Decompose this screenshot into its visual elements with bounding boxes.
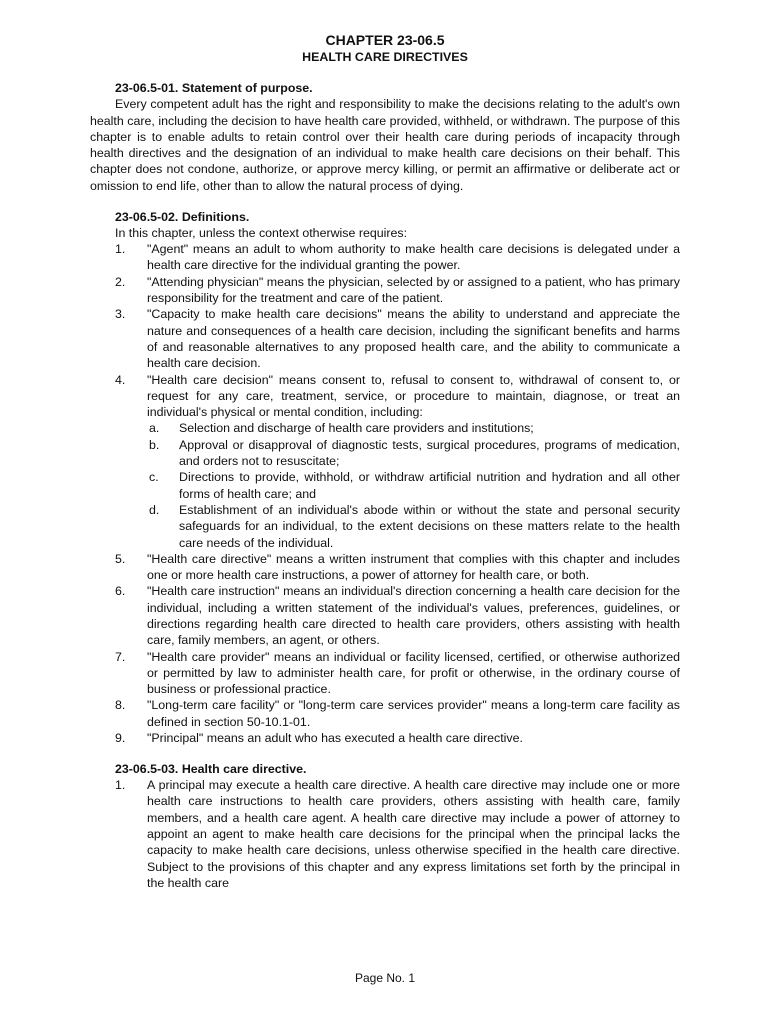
item-number: 9. bbox=[115, 731, 126, 746]
list-item bbox=[90, 777, 680, 891]
item-number: 1. bbox=[115, 778, 126, 793]
section-definitions bbox=[90, 209, 680, 747]
list-item bbox=[90, 274, 680, 307]
item-number: 5. bbox=[115, 551, 126, 566]
item-text: Establishment of an individual's abode within or without the state and personal security safeguards for an individual, to the extent decisions on these matters relate to the health care needs of the individual. bbox=[179, 502, 680, 550]
list-item bbox=[90, 372, 680, 551]
list-item bbox=[90, 649, 680, 698]
item-text: "Long-term care facility" or "long-term care services provider" means a long-term care facility as defined in section 50-10.1-01. bbox=[147, 698, 680, 729]
item-number: 2. bbox=[115, 274, 126, 289]
chapter-subtitle: HEALTH CARE DIRECTIVES bbox=[302, 50, 468, 64]
item-text: "Agent" means an adult to whom authority to make health care decisions is delegated under a health care directive for the individual granting the power. bbox=[147, 242, 680, 273]
item-text: "Health care provider" means an individual or facility licensed, certified, or otherwise authorized or permitted by law to administer health care, for profit or otherwise, in the ordinary course of business or professional practice. bbox=[147, 649, 680, 697]
page-number: Page No. 1 bbox=[354, 971, 416, 985]
item-number: 6. bbox=[115, 584, 126, 599]
list-item bbox=[90, 730, 680, 746]
item-text: "Health care instruction" means an individual's direction concerning a health care decision for the individual, including a written statement of the individual's values, preferences, guidelines, or directions regarding health care directed to health care providers, others assisting with health care, family members, an agent, or others. bbox=[147, 584, 680, 648]
sub-list-item bbox=[147, 502, 680, 551]
sub-list-item bbox=[147, 420, 680, 436]
sub-list bbox=[147, 420, 680, 550]
section-heading: 23-06.5-01. Statement of purpose. bbox=[115, 81, 313, 95]
chapter-title: CHAPTER 23-06.5 bbox=[325, 32, 445, 48]
item-letter: a. bbox=[149, 421, 160, 436]
item-text: "Health care directive" means a written instrument that complies with this chapter and includes one or more health care instructions, a power of attorney for health care, or both. bbox=[147, 551, 680, 583]
item-letter: b. bbox=[149, 437, 160, 452]
item-text: Approval or disapproval of diagnostic tests, surgical procedures, programs of medication, and orders not to resuscitate; bbox=[179, 437, 680, 469]
directive-list bbox=[90, 777, 680, 891]
sub-list-item bbox=[147, 437, 680, 470]
item-text: "Capacity to make health care decisions" means the ability to understand and appreciate the nature and consequences of a health care decision, including the significant benefits and harms of and reasonable alternatives to any proposed health care, and the ability to communicate a health care decision. bbox=[147, 307, 680, 371]
list-item bbox=[90, 241, 680, 274]
item-number: 1. bbox=[115, 242, 126, 257]
section-paragraph: Every competent adult has the right and responsibility to make the decisions relating to the adult's own health care, including the decision to have health care provided, withheld, or withdrawn. The purpose of this chapter is to enable adults to retain control over their health care during periods of incapacity through health directives and the designation of an individual to make health care decisions on their behalf. This chapter does not condone, authorize, or approve mercy killing, or permit an affirmative or deliberate act or omission to end life, other than to allow the natural process of dying. bbox=[90, 97, 680, 193]
item-number: 3. bbox=[115, 307, 126, 322]
list-item bbox=[90, 697, 680, 730]
item-text: A principal may execute a health care directive. A health care directive may include one or more health care instructions to health care providers, others assisting with health care, family members, and a health care agent. A health care directive may include a power of attorney to appoint an agent to make health care decisions for the principal when the principal lacks the capacity to make health care decisions, unless otherwise specified in the health care directive. Subject to the provisions of this chapter and any express limitations set forth by the principal in the health care bbox=[147, 778, 680, 890]
section-intro: In this chapter, unless the context otherwise requires: bbox=[115, 225, 408, 240]
document-page bbox=[90, 32, 680, 906]
section-health-care-directive bbox=[90, 761, 680, 891]
list-item bbox=[90, 306, 680, 371]
definitions-list bbox=[90, 241, 680, 746]
item-text: Directions to provide, withhold, or withdraw artificial nutrition and hydration and all other forms of health care; and bbox=[179, 470, 680, 501]
list-item bbox=[90, 551, 680, 584]
section-heading: 23-06.5-02. Definitions. bbox=[115, 209, 250, 224]
section-heading: 23-06.5-03. Health care directive. bbox=[115, 761, 307, 776]
item-text: "Health care decision" means consent to, refusal to consent to, withdrawal of consent to, or request for any care, treatment, service, or procedure to maintain, diagnose, or treat an individual's physical or mental condition, including: bbox=[147, 372, 680, 420]
item-letter: c. bbox=[149, 470, 159, 485]
item-text: "Principal" means an adult who has executed a health care directive. bbox=[147, 731, 523, 746]
item-text: "Attending physician" means the physician, selected by or assigned to a patient, who has primary responsibility for the treatment and care of the patient. bbox=[147, 274, 680, 306]
section-statement-of-purpose bbox=[90, 80, 680, 194]
list-item bbox=[90, 583, 680, 648]
item-number: 7. bbox=[115, 649, 126, 664]
item-letter: d. bbox=[149, 502, 160, 517]
item-number: 8. bbox=[115, 698, 126, 713]
item-text: Selection and discharge of health care providers and institutions; bbox=[179, 421, 534, 436]
sub-list-item bbox=[147, 469, 680, 502]
item-number: 4. bbox=[115, 372, 126, 387]
